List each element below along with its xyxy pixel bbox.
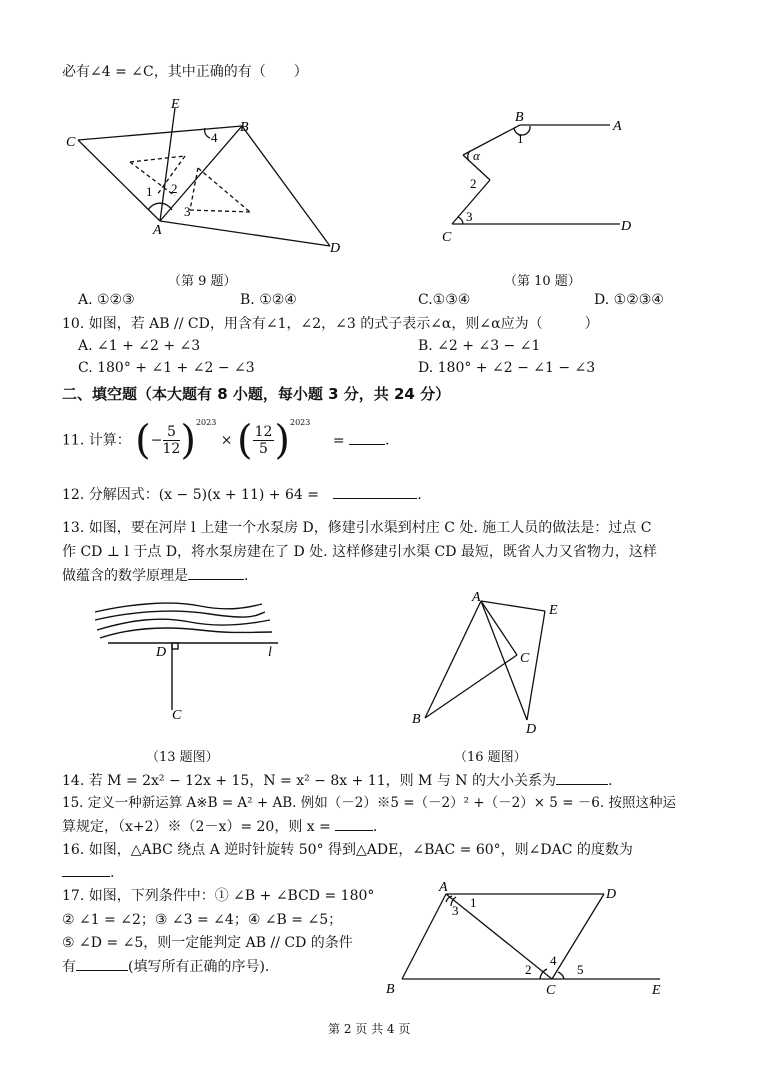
q9-option-a[interactable]: A. ①②③ (78, 292, 135, 308)
fig16-label-C: C (520, 651, 530, 666)
fig17-label-B: B (386, 982, 395, 997)
fig10-label-A: A (613, 119, 622, 134)
q16-answer-blank[interactable] (62, 862, 110, 877)
fig17-label-A: A (439, 880, 448, 895)
q14 (62, 770, 612, 791)
fig17-label-2: 2 (525, 962, 532, 977)
q14-end: . (608, 773, 613, 789)
fig16-label-E: E (549, 603, 558, 618)
q14-answer-blank[interactable] (556, 770, 608, 785)
q17-line-2: ② ∠1 = ∠2；③ ∠3 = ∠4；④ ∠B = ∠5； (62, 912, 343, 928)
page-footer: 第 2 页 共 4 页 (328, 1022, 411, 1036)
q13-answer-blank[interactable] (188, 565, 244, 580)
q13-line-3 (62, 565, 248, 586)
fig9-label-3: 3 (184, 204, 191, 219)
fig17-label-5: 5 (577, 962, 584, 977)
q10-option-c[interactable]: C. 180° + ∠1 + ∠2 − ∠3 (78, 360, 255, 376)
fig16-label-A: A (472, 590, 481, 605)
q9-option-d[interactable]: D. ①②③④ (594, 292, 664, 308)
q11-fraction-1: $\frac{5}{12}$ (162, 424, 181, 458)
q17-line-3: ⑤ ∠D = ∠5，则一定能判定 AB // CD 的条件 (62, 935, 353, 951)
q15-end: . (372, 819, 378, 835)
q15-line-2-text: 算规定，（x+2）※（2－x）= 20，则 x = (62, 819, 331, 835)
fig9-label-2: 2 (171, 181, 178, 196)
q15-line-2 (62, 816, 377, 837)
q9-stem-tail: 必有∠4 = ∠C，其中正确的有（ ） (62, 64, 308, 80)
q11-fraction-2: $\frac{12}{5}$ (254, 424, 273, 458)
q11-answer-blank[interactable] (349, 430, 385, 445)
q10-option-d[interactable]: D. 180° + ∠2 − ∠1 − ∠3 (418, 360, 596, 376)
fig13-label-l: l (268, 645, 272, 660)
fig17-label-E: E (652, 983, 661, 998)
figure-16 (405, 585, 570, 735)
q11-paren-close-1: ) (180, 417, 196, 464)
fig9-label-E: E (171, 97, 180, 112)
fig9-label-A: A (153, 223, 162, 238)
q11-minus: − (150, 432, 163, 449)
fig17-label-3: 3 (452, 903, 459, 918)
fig13-label-C: C (172, 708, 182, 723)
fig9-label-B: B (240, 120, 249, 135)
q11 (62, 412, 389, 462)
fig9-caption: （第 9 题） (168, 274, 237, 289)
q12-text: 12. 分解因式：(x − 5)(x + 11) + 64 = (62, 487, 319, 503)
q15-answer-blank[interactable] (335, 816, 373, 831)
q16-line-2 (62, 862, 114, 883)
fig9-label-1: 1 (146, 184, 153, 199)
q16-line-1: 16. 如图，△ABC 绕点 A 逆时针旋转 50° 得到△ADE，∠BAC = 60°，则∠DAC 的度数为 (62, 842, 633, 858)
q11-times: × (220, 432, 237, 449)
q17-line-4-text: 有 (62, 959, 76, 975)
fig10-label-D: D (621, 219, 632, 234)
q10-option-a[interactable]: A. ∠1 + ∠2 + ∠3 (78, 338, 201, 354)
q11-paren-close-2: ) (274, 417, 290, 464)
q12-end: . (417, 487, 422, 503)
section-2-heading: 二、填空题（本大题有 8 小题，每小题 3 分，共 24 分） (62, 385, 451, 403)
fig13-label-D: D (156, 645, 167, 660)
fig10-label-2: 2 (470, 176, 477, 191)
q17-line-4-tail: (填写所有正确的序号). (128, 959, 270, 975)
fig17-label-D: D (606, 887, 617, 902)
q13-line-1: 13. 如图，要在河岸 l 上建一个水泵房 D，修建引水渠到村庄 C 处. 施工人员的做法是：过点 C (62, 520, 652, 536)
q10-stem: 10. 如图，若 AB // CD，用含有∠1，∠2，∠3 的式子表示∠α，则∠α应为（ ） (62, 316, 599, 332)
q11-exponent-1: 2023 (195, 418, 217, 427)
q11-paren-open-1: ( (135, 417, 151, 464)
fig9-label-4: 4 (211, 130, 218, 145)
q11-equals: = (332, 432, 345, 449)
fig16-label-B: B (412, 712, 421, 727)
figure-9 (60, 92, 360, 262)
q11-end: . (385, 432, 390, 449)
fig17-label-C: C (546, 983, 556, 998)
fig9-label-D: D (330, 241, 341, 256)
fig9-label-C: C (66, 135, 76, 150)
fig10-label-C: C (442, 230, 452, 245)
q12-answer-blank[interactable] (333, 484, 417, 499)
fig17-label-4: 4 (550, 953, 557, 968)
fig16-caption: （16 题图） (454, 750, 527, 765)
fig13-caption: （13 题图） (146, 750, 219, 765)
q11-exponent-2: 2023 (290, 418, 311, 427)
q10-option-b[interactable]: B. ∠2 + ∠3 − ∠1 (418, 338, 541, 354)
fig17-label-1: 1 (470, 895, 477, 910)
q13-end: . (244, 568, 249, 584)
q13-line-3-text: 做蕴含的数学原理是 (62, 568, 188, 584)
q17-answer-blank[interactable] (76, 956, 128, 971)
q14-text: 14. 若 M = 2x² − 12x + 15，N = x² − 8x + 11，则 M 与 N 的大小关系为 (62, 773, 556, 789)
figure-17 (380, 875, 680, 1000)
q17-line-1: 17. 如图，下列条件中：① ∠B + ∠BCD = 180° (62, 888, 375, 904)
fig10-label-3: 3 (466, 209, 473, 224)
q16-end: . (110, 865, 115, 881)
q11-paren-open-2: ( (236, 417, 253, 464)
q13-line-2: 作 CD ⊥ l 于点 D，将水泵房建在了 D 处. 这样修建引水渠 CD 最短，既省人力又省物力，这样 (62, 544, 657, 560)
q17-line-4 (62, 956, 269, 977)
fig10-label-alpha: α (473, 148, 480, 163)
figure-10 (440, 105, 640, 245)
fig16-label-D: D (526, 722, 537, 735)
q15-line-1: 15. 定义一种新运算 A※B = A² + AB. 例如（－2）※5 =（－2）² +（－2）× 5 = －6. 按照这种运 (62, 795, 676, 811)
q12 (62, 484, 422, 505)
q9-option-b[interactable]: B. ①②④ (240, 292, 297, 308)
q9-option-c[interactable]: C.①③④ (418, 292, 471, 308)
q11-prefix: 11. 计算： (62, 432, 131, 449)
fig10-label-1: 1 (517, 131, 524, 146)
fig10-caption: （第 10 题） (504, 274, 581, 289)
figure-13 (85, 595, 285, 730)
fig10-label-B: B (515, 110, 524, 125)
